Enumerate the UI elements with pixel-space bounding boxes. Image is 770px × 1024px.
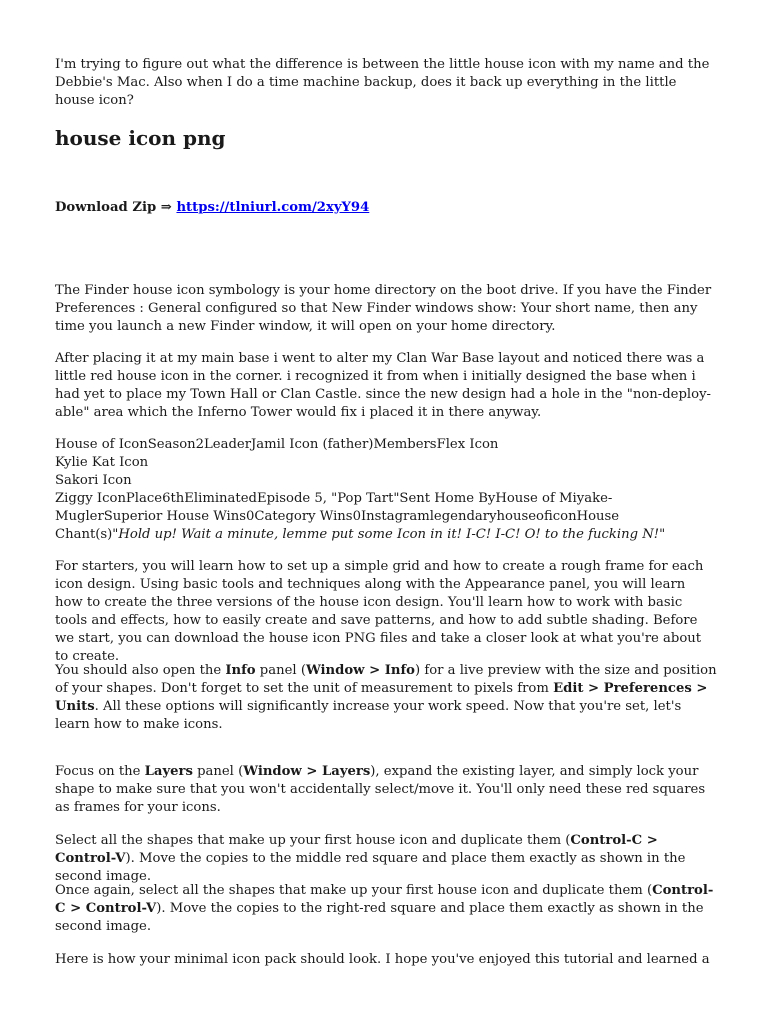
list-line: House of IconSeason2LeaderJamil Icon (father)MembersFlex Icon [55,437,499,452]
paragraph-info-panel: You should also open the Info panel (Window > Info) for a live preview with the size and position of your shapes. Don't forget to set the unit of measurement to pixels from Edit > Preferences > Units. All these options will significantly increase your work speed. Now that you're set, let's learn how to make icons. [55,663,717,732]
paragraph-duplicate-first: Select all the shapes that make up your first house icon and duplicate them (Control-C > Control-V). Move the copies to the middle red square and place them exactly as shown in the second image. [55,833,686,884]
list-line: Kylie Kat Icon [55,455,149,470]
paragraph-starters: For starters, you will learn how to set up a simple grid and how to create a rough frame for each icon design. Using basic tools and techniques along with the Appearance panel, you will learn how to create the three versions of the house icon design. You'll learn how to work with basic tools and effects, how to easily create and save patterns, and how to add subtle shading. Before we start, you can download the house icon PNG files and take a closer look at what you're about to create. [55,559,704,664]
page-title: house icon png [55,126,226,150]
paragraph-finder: The Finder house icon symbology is your home directory on the boot drive. If you have the Finder Preferences : General configured so that New Finder windows show: Your short name, then any time you launch a new Finder window, it will open on your home directory. [55,283,712,334]
intro-paragraph: I'm trying to figure out what the difference is between the little house icon with my name and the Debbie's Mac. Also when I do a time machine backup, does it back up everything in the little house icon? [55,57,710,108]
paragraph-clan-war: After placing it at my main base i went to alter my Clan War Base layout and noticed there was a little red house icon in the corner. i recognized it from when i initially designed the base when i had yet to place my Town Hall or Clan Castle. since the new design had a hole in the "non-deploy-able" area which the Inferno Tower would fix i placed it in there anyway. [55,351,711,420]
house-members-list [55,436,717,544]
list-line: Sakori Icon [55,473,132,488]
quote-end: " [659,527,666,542]
arrow-icon: ⇒ [160,200,172,215]
house-chant-quote: Hold up! Wait a minute, lemme put some Icon in it! I-C! I-C! O! to the fucking N! [118,527,660,542]
paragraph-closing: Here is how your minimal icon pack should look. I hope you've enjoyed this tutorial and learned a [55,952,710,967]
download-link[interactable]: https://tlniurl.com/2xyY94 [176,200,370,215]
paragraph-layers-panel: Focus on the Layers panel (Window > Layers), expand the existing layer, and simply lock your shape to make sure that you won't accidentally select/move it. You'll only need these red squares as frames for your icons. [55,764,706,815]
download-line [55,199,717,217]
download-label: Download Zip [55,200,157,215]
list-line: Ziggy IconPlace6thEliminatedEpisode 5, "Pop Tart"Sent Home ByHouse of Miyake-MuglerSuperior House Wins0Category Wins0InstagramlegendaryhouseoficonHouse Chant(s)" [55,491,620,542]
paragraph-duplicate-again: Once again, select all the shapes that make up your first house icon and duplicate them (Control-C > Control-V). Move the copies to the right-red square and place them exactly as shown in the second image. [55,883,714,934]
